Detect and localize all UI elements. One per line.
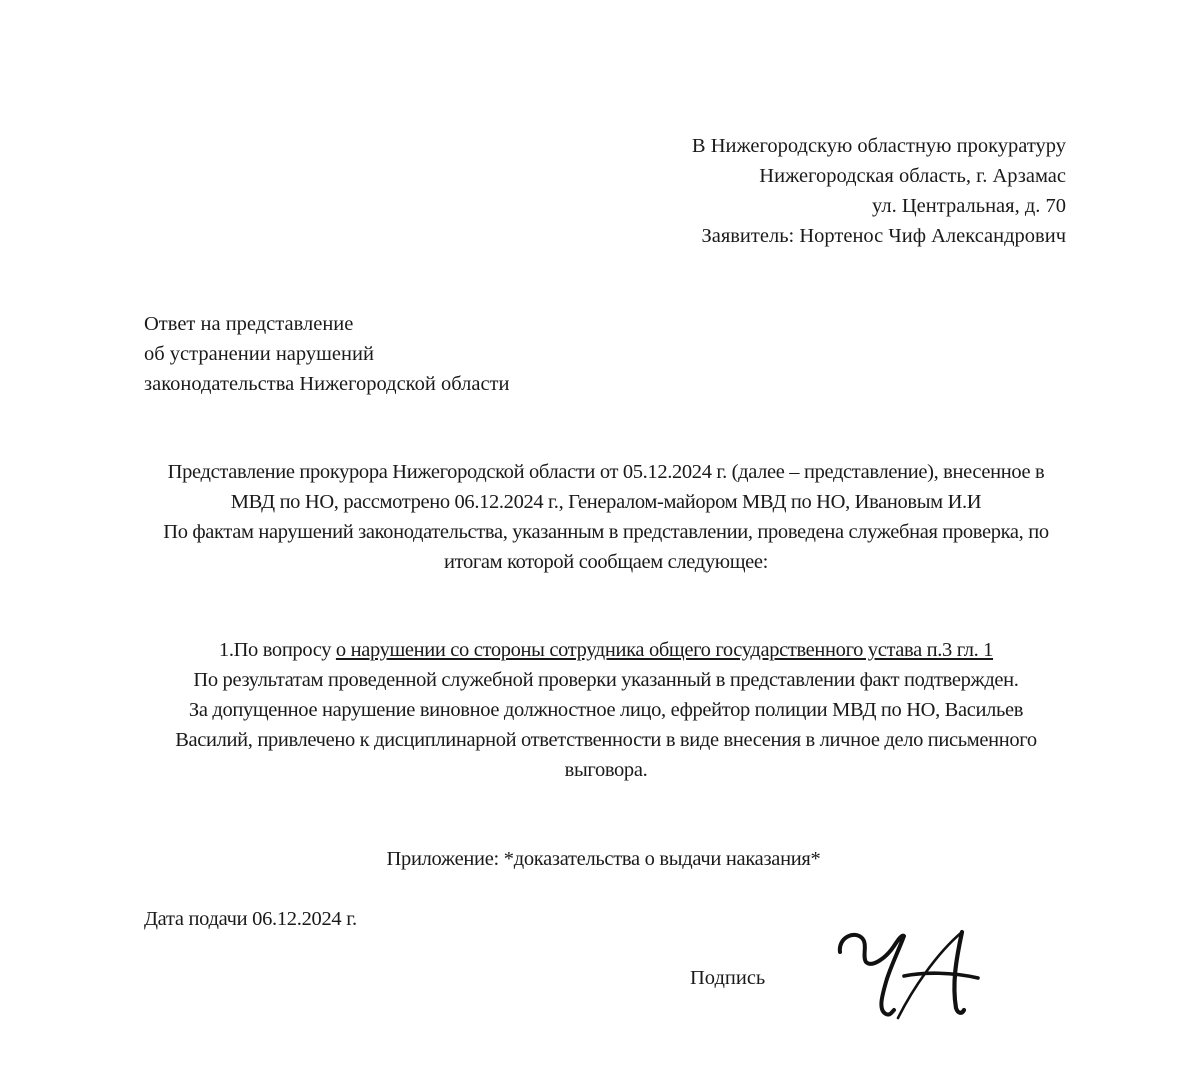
item-1-result: По результатам проведенной служебной проверки указанный в представлении факт подтвержден.: [193, 669, 1019, 691]
item-1-question: [150, 635, 1062, 665]
addressee-block: [692, 131, 1066, 251]
filing-date: Дата подачи 06.12.2024 г.: [144, 908, 357, 930]
handwritten-signature: [832, 924, 982, 1024]
intro-block: [150, 457, 1062, 577]
subject-line-1: Ответ на представление: [144, 313, 354, 335]
subject-line-2: об устранении нарушений: [144, 343, 374, 365]
item-1-violation-subject: о нарушении со стороны сотрудника общего государственного устава п.3 гл. 1: [335, 639, 994, 661]
item-1-block: [150, 635, 1062, 785]
addressee-recipient: В Нижегородскую областную прокуратуру: [691, 135, 1066, 157]
addressee-applicant: Заявитель: Нортенос Чиф Александрович: [701, 225, 1066, 247]
attachment-line: Приложение: *доказательства о выдачи наказания*: [386, 848, 821, 870]
addressee-street: ул. Центральная, д. 70: [872, 195, 1066, 217]
item-1-penalty: За допущенное нарушение виновное должностное лицо, ефрейтор полиции МВД по НО, Васильев Василий, привлечено к дисциплинарной ответственности в виде внесения в личное дело письменного выговора.: [175, 699, 1037, 781]
signature-label: Подпись: [690, 967, 766, 989]
signature-stroke-a-bar: [904, 973, 978, 978]
item-1-prefix: 1.По вопросу: [218, 639, 336, 661]
signature-stroke-a-right: [954, 932, 964, 1013]
intro-paragraph-representation: Представление прокурора Нижегородской области от 05.12.2024 г. (далее – представление), внесенное в МВД по НО, рассмотрено 06.12.2024 г., Генералом-майором МВД по НО, Ивановым И.И: [167, 461, 1045, 513]
subject-block: [144, 309, 509, 399]
addressee-region: Нижегородская область, г. Арзамас: [759, 165, 1066, 187]
signature-stroke-che: [840, 935, 904, 1015]
subject-line-3: законодательства Нижегородской области: [144, 373, 510, 395]
intro-paragraph-inspection: По фактам нарушений законодательства, указанным в представлении, проведена служебная проверка, по итогам которой сообщаем следующее:: [163, 521, 1049, 573]
